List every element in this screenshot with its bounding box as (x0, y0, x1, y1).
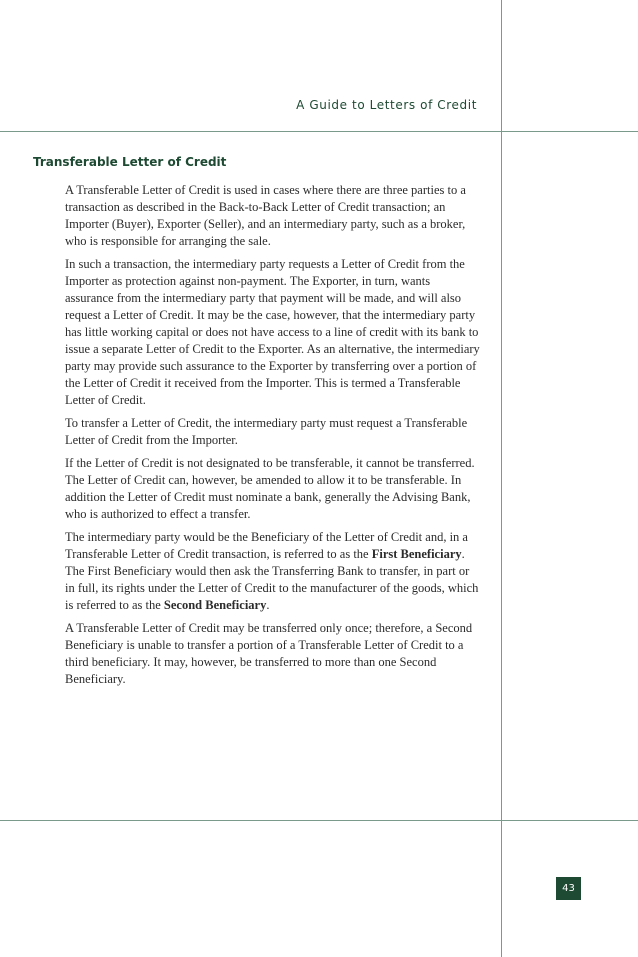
paragraph-5-part-c: . The First Beneficiary would then ask the Transferring Bank to transfer, in part or in full, its rights under the Letter of Credit to the manufacturer of the goods, which is referred to as the (65, 547, 479, 612)
second-beneficiary-term: Second Beneficiary (163, 598, 267, 612)
paragraph-6: A Transferable Letter of Credit may be transferred only once; therefore, a Second Beneficiary is unable to transfer a portion of a Transferable Letter of Credit to a third beneficiary. It may, however, be transferred to more than one Second Beneficiary. (65, 621, 473, 686)
paragraph-4: If the Letter of Credit is not designated to be transferable, it cannot be transferred. The Letter of Credit can, however, be amended to allow it to be transferable. In addition the Letter of Credit must nominate a bank, generally the Advising Bank, who is authorized to effect a transfer. (65, 456, 475, 521)
paragraph-2: In such a transaction, the intermediary party requests a Letter of Credit from the Importer as protection against non-payment. The Exporter, in turn, wants assurance from the intermediary party that payment will be made, and will also request a Letter of Credit. It may be the case, however, that the intermediary party has little working capital or does not have access to a line of credit with its bank to issue a separate Letter of Credit to the Exporter. As an alternative, the intermediary party may provide such assurance to the Exporter by transferring over a portion of the Letter of Credit it received from the Importer. This is termed a Transferable Letter of Credit. (65, 257, 480, 407)
paragraph-5 (65, 529, 481, 614)
header-rule (0, 131, 638, 132)
body-text (65, 182, 481, 694)
footer-rule (0, 820, 638, 821)
paragraph-1: A Transferable Letter of Credit is used in cases where there are three parties to a transaction as described in the Back-to-Back Letter of Credit transaction; an Importer (Buyer), Exporter (Seller), and an intermediary party, such as a broker, who is responsible for arranging the sale. (65, 183, 466, 248)
running-header: A Guide to Letters of Credit (296, 98, 477, 112)
paragraph-5-part-a: The intermediary party would be the Beneficiary of the Letter of Credit and, in a Transferable Letter of Credit transaction, is referred to as the (65, 530, 468, 561)
vertical-rule (501, 0, 502, 957)
page-number-badge: 43 (556, 877, 581, 900)
first-beneficiary-term: First Beneficiary (371, 547, 462, 561)
paragraph-5-part-e: . (266, 598, 270, 612)
section-heading: Transferable Letter of Credit (33, 155, 227, 169)
paragraph-3: To transfer a Letter of Credit, the intermediary party must request a Transferable Letter of Credit from the Importer. (65, 416, 468, 447)
